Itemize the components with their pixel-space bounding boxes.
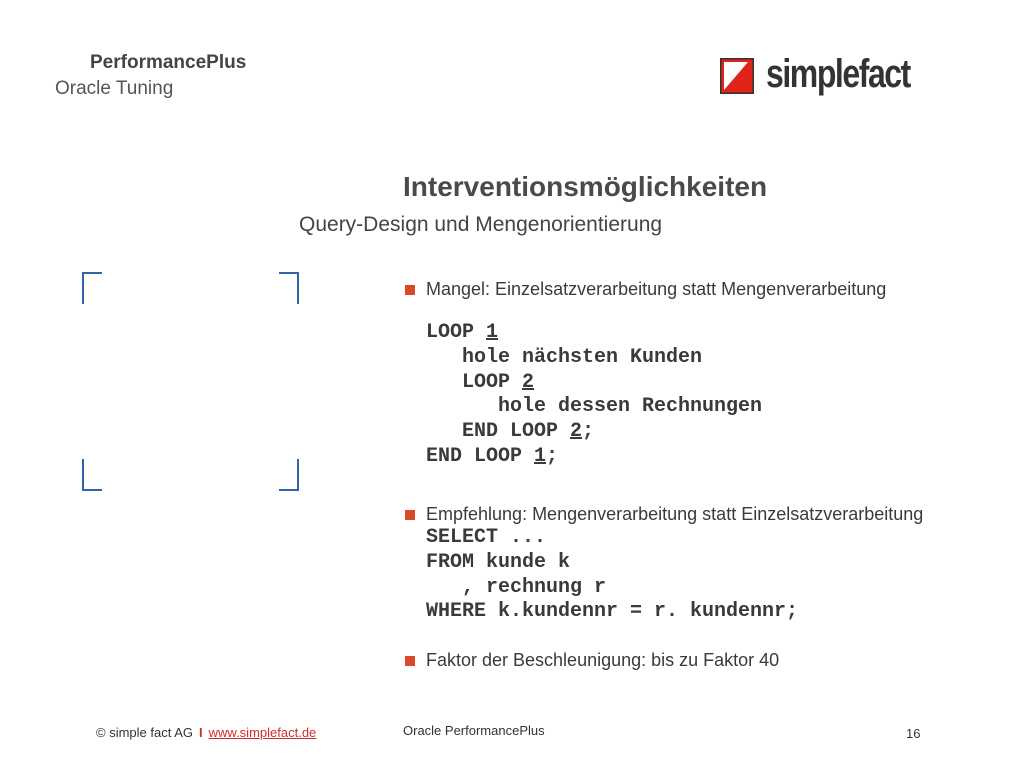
frame-corner-bottom-right	[279, 459, 299, 491]
bullet-square-icon	[405, 285, 415, 295]
code-text: WHERE k.kundennr = r. kundennr;	[426, 600, 799, 624]
code-underlined-number: 2	[570, 420, 583, 444]
code-line	[426, 526, 798, 551]
frame-corner-top-right	[279, 272, 299, 304]
footer-title: Oracle PerformancePlus	[403, 723, 545, 738]
code-line	[426, 420, 762, 445]
page-number: 16	[906, 726, 921, 741]
brand-subtitle: Oracle Tuning	[55, 78, 174, 99]
logo-mark-icon	[720, 58, 754, 94]
code-text: END LOOP	[426, 420, 571, 444]
code-text: SELECT ...	[426, 526, 547, 549]
code-text: END LOOP	[426, 444, 535, 468]
footer-copyright	[96, 725, 316, 740]
code-line	[426, 346, 762, 371]
code-line	[426, 600, 798, 625]
code-text: hole dessen Rechnungen	[426, 395, 763, 419]
code-line	[426, 576, 798, 601]
code-text: LOOP	[426, 370, 523, 394]
code-line	[426, 395, 762, 420]
footer-separator: I	[199, 725, 203, 740]
code-text: ;	[582, 420, 595, 444]
logo-wordmark: simplefact	[766, 52, 910, 96]
website-link[interactable]: www.simplefact.de	[208, 725, 317, 740]
code-underlined-number: 1	[534, 444, 547, 468]
code-text: ;	[546, 444, 559, 468]
slide-heading: Interventionsmöglichkeiten	[403, 171, 768, 202]
frame-corner-top-left	[82, 272, 102, 304]
frame-corner-bottom-left	[82, 459, 102, 491]
code-line	[426, 321, 762, 346]
simplefact-logo	[720, 52, 925, 106]
code-line	[426, 371, 762, 396]
bullet-text-faktor: Faktor der Beschleunigung: bis zu Faktor 40	[426, 650, 780, 670]
bullet-square-icon	[405, 656, 415, 666]
code-underlined-number: 1	[486, 321, 499, 344]
code-text: LOOP	[426, 321, 487, 344]
code-block-select	[426, 526, 798, 625]
code-text: hole nächsten Kunden	[426, 345, 703, 369]
brand-title: PerformancePlus	[90, 52, 247, 73]
code-text: FROM kunde k	[426, 550, 571, 574]
code-block-loop	[426, 321, 762, 470]
bullet-text-empfehlung: Empfehlung: Mengenverarbeitung statt Einzelsatzverarbeitung	[426, 504, 924, 524]
slide-subheading: Query-Design und Mengenorientierung	[299, 213, 663, 236]
code-underlined-number: 2	[522, 370, 535, 394]
bullet-text-mangel: Mangel: Einzelsatzverarbeitung statt Mengenverarbeitung	[426, 279, 887, 299]
code-line	[426, 445, 762, 470]
copyright-text: © simple fact AG	[96, 725, 193, 740]
code-line	[426, 551, 798, 576]
code-text: , rechnung r	[426, 575, 607, 599]
bullet-square-icon	[405, 510, 415, 520]
